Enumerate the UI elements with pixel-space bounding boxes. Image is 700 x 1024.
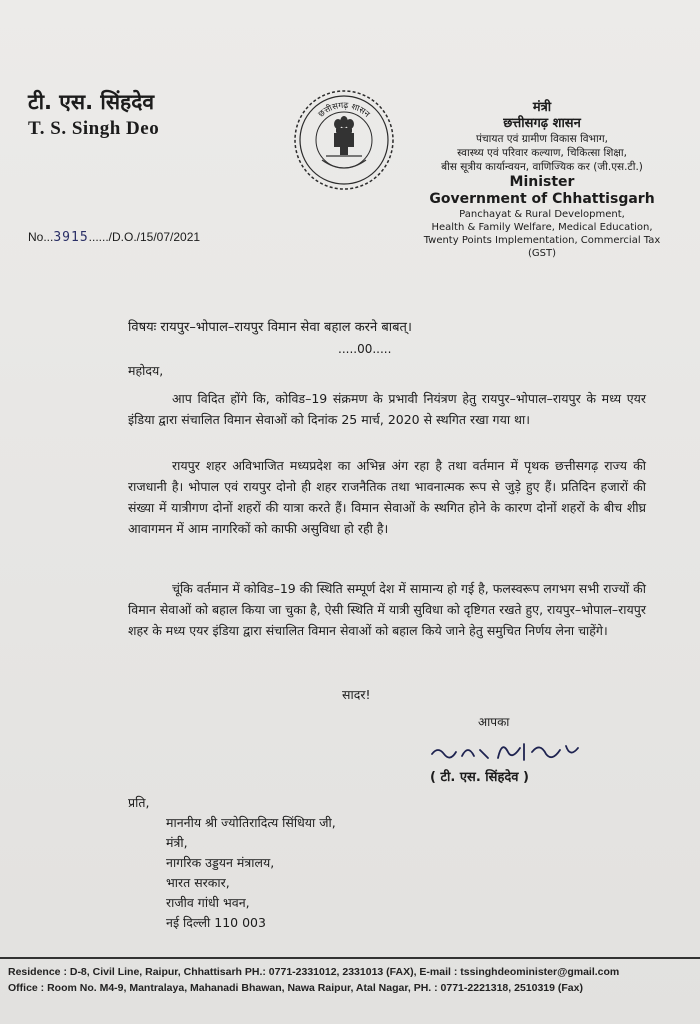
address-line: नागरिक उड्डयन मंत्रालय, — [166, 855, 275, 870]
address-line: नई दिल्ली 110 003 — [166, 915, 266, 930]
handwritten-signature — [428, 732, 588, 766]
address-line: राजीव गांधी भवन, — [166, 895, 250, 910]
closing-greeting: सादर! — [342, 687, 371, 702]
sender-name-hindi: टी. एस. सिंहदेव — [28, 90, 155, 114]
government-hindi: छत्तीसगढ़ शासन — [503, 116, 581, 131]
body-paragraph: रायपुर शहर अविभाजित मध्यप्रदेश का अभिन्न अंग रहा है तथा वर्तमान में पृथक छत्तीसगढ़ राज्य की राजधानी है। भोपाल एवं रायपुर दोनो ही शहर राजनैतिक तथा भावनात्मक रूप से जुड़े हुए हैं। प्रतिदिन हजारों की संख्या में यात्रीगण दोनों शहरों की यात्रा करते हैं। विमान सेवाओं के स्थगित होने के कारण दोनों शहरों के बीच शीघ्र आवागमन में आम नागरिकों को काफी असुविधा हो रही है। — [128, 458, 646, 536]
letterhead-footer — [8, 964, 698, 996]
reference-number — [28, 230, 200, 245]
subject-separator: .....00..... — [338, 342, 392, 356]
office-address: Office : Room No. M4-9, Mantralaya, Mahanadi Bhawan, Nawa Raipur, Atal Nagar, PH. : 0771-2221318, 2510319 (Fax) — [8, 982, 583, 994]
reference-handwritten-number: 3915 — [53, 230, 89, 245]
body-paragraph: आप विदित होंगे कि, कोविड–19 संक्रमण के प्रभावी नियंत्रण हेतु रायपुर–भोपाल–रायपुर के मध्य एयर इंडिया द्वारा संचालित विमान सेवाओं को दिनांक 25 मार्च, 2020 से स्थगित रखा गया था। — [128, 391, 646, 427]
recipient-address — [166, 813, 336, 933]
signatory-name: ( टी. एस. सिंहदेव ) — [430, 770, 529, 785]
department-line: स्वास्थ्य एवं परिवार कल्याण, चिकित्सा शिक्षा, — [457, 147, 627, 159]
department-line-english: Panchayat & Rural Development, — [459, 209, 625, 220]
address-line: मंत्री, — [166, 835, 188, 850]
state-emblem-icon — [292, 88, 396, 192]
designation-english: Minister — [509, 174, 575, 190]
department-line: बीस सूत्रीय कार्यान्वयन, वाणिज्यिक कर (जी.एस.टी.) — [441, 161, 643, 173]
letter-subject: विषयः रायपुर–भोपाल–रायपुर विमान सेवा बहाल करने बाबत्। — [128, 320, 412, 335]
sender-name-english: T. S. Singh Deo — [28, 118, 160, 139]
body-paragraph: चूंकि वर्तमान में कोविड–19 की स्थिति सम्पूर्ण देश में सामान्य हो गई है, फलस्वरूप लगभग सभी राज्यों की विमान सेवाओं को बहाल किया जा चुका है, ऐसी स्थिति में यात्री सुविधा को दृष्टिगत रखते हुए, रायपुर–भोपाल–रायपुर शहर के मध्य एयर इंडिया द्वारा संचालित विमान सेवाओं को बहाल किये जाने हेतु समुचित निर्णय लेना चाहेंगे। — [128, 581, 646, 638]
emblem-text: छत्तीसगढ़ शासन — [316, 100, 372, 120]
address-line: भारत सरकार, — [166, 875, 230, 890]
reference-rest: ....../D.O./15/07/2021 — [88, 230, 201, 244]
designation-block — [412, 100, 672, 260]
salutation: महोदय, — [128, 363, 164, 378]
yours-line: आपका — [478, 715, 510, 729]
department-line-english: Health & Family Welfare, Medical Education, — [431, 222, 653, 233]
reference-prefix: No... — [28, 230, 54, 244]
designation-hindi: मंत्री — [532, 100, 552, 115]
residence-address: Residence : D-8, Civil Line, Raipur, Chhattisarh PH.: 0771-2331012, 2331013 (FAX), E-mail : tssinghdeominister@gmail.com — [8, 966, 620, 978]
recipient-label: प्रति, — [128, 795, 150, 810]
address-line: माननीय श्री ज्योतिरादित्य सिंधिया जी, — [166, 815, 336, 830]
footer-divider — [0, 957, 700, 959]
department-line-english: Twenty Points Implementation, Commercial Tax (GST) — [423, 235, 661, 259]
department-line: पंचायत एवं ग्रामीण विकास विभाग, — [476, 133, 608, 145]
government-english: Government of Chhattisgarh — [429, 191, 655, 207]
